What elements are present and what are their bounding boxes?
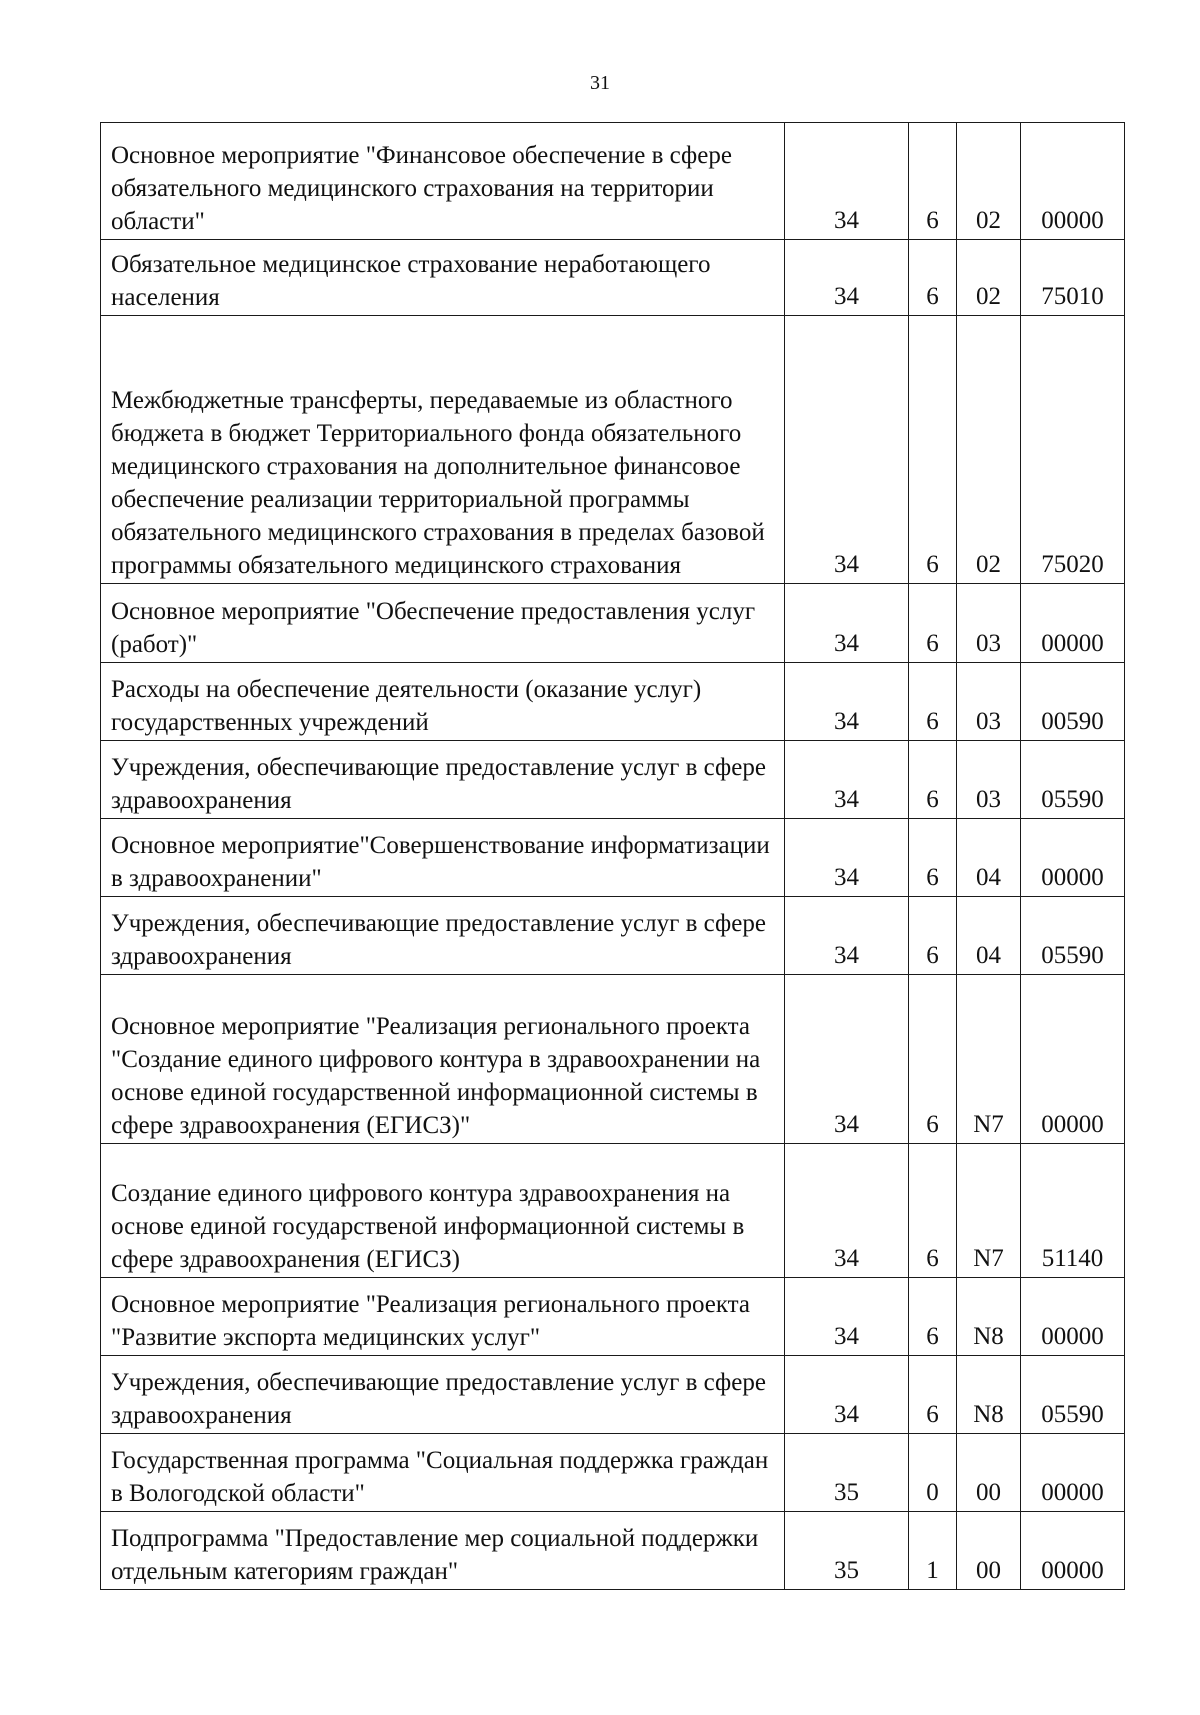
code-direction: 00000 bbox=[1021, 1278, 1125, 1356]
code-program: 34 bbox=[785, 1356, 909, 1434]
code-direction: 00000 bbox=[1021, 123, 1125, 240]
code-subprogram: 6 bbox=[909, 741, 957, 819]
code-event: N8 bbox=[957, 1278, 1021, 1356]
code-event: 00 bbox=[957, 1512, 1021, 1590]
code-subprogram: 6 bbox=[909, 316, 957, 584]
row-description: Учреждения, обеспечивающие предоставление услуг в сфере здравоохранения bbox=[101, 897, 785, 975]
code-program: 34 bbox=[785, 819, 909, 897]
table-row bbox=[101, 240, 1125, 316]
table-row bbox=[101, 1278, 1125, 1356]
row-description: Межбюджетные трансферты, передаваемые из областного бюджета в бюджет Территориального фонда обязательного медицинского страхования на дополнительное финансовое обеспечение реализации территориальной программы обязательного медицинского страхования в пределах базовой программы обязательного медицинского страхования bbox=[101, 316, 785, 584]
table-row bbox=[101, 897, 1125, 975]
code-direction: 75020 bbox=[1021, 316, 1125, 584]
table-row bbox=[101, 819, 1125, 897]
code-program: 35 bbox=[785, 1512, 909, 1590]
row-description: Основное мероприятие "Финансовое обеспечение в сфере обязательного медицинского страхования на территории области" bbox=[101, 123, 785, 240]
code-subprogram: 6 bbox=[909, 819, 957, 897]
code-direction: 51140 bbox=[1021, 1144, 1125, 1278]
row-description: Основное мероприятие "Реализация регионального проекта "Развитие экспорта медицинских услуг" bbox=[101, 1278, 785, 1356]
row-description: Государственная программа "Социальная поддержка граждан в Вологодской области" bbox=[101, 1434, 785, 1512]
code-subprogram: 6 bbox=[909, 123, 957, 240]
row-description: Учреждения, обеспечивающие предоставление услуг в сфере здравоохранения bbox=[101, 741, 785, 819]
code-program: 34 bbox=[785, 240, 909, 316]
code-subprogram: 6 bbox=[909, 1356, 957, 1434]
code-event: 02 bbox=[957, 240, 1021, 316]
row-description: Подпрограмма "Предоставление мер социальной поддержки отдельным категориям граждан" bbox=[101, 1512, 785, 1590]
code-event: 04 bbox=[957, 819, 1021, 897]
code-direction: 05590 bbox=[1021, 1356, 1125, 1434]
row-description: Основное мероприятие "Обеспечение предоставления услуг (работ)" bbox=[101, 584, 785, 663]
code-event: N7 bbox=[957, 1144, 1021, 1278]
table-row bbox=[101, 663, 1125, 741]
row-description: Расходы на обеспечение деятельности (оказание услуг) государственных учреждений bbox=[101, 663, 785, 741]
code-event: 00 bbox=[957, 1434, 1021, 1512]
code-program: 34 bbox=[785, 1144, 909, 1278]
table-row bbox=[101, 1144, 1125, 1278]
code-subprogram: 6 bbox=[909, 584, 957, 663]
code-direction: 00590 bbox=[1021, 663, 1125, 741]
code-program: 34 bbox=[785, 663, 909, 741]
code-event: 04 bbox=[957, 897, 1021, 975]
code-program: 34 bbox=[785, 1278, 909, 1356]
budget-classification-table bbox=[100, 122, 1125, 1590]
table-row bbox=[101, 1434, 1125, 1512]
code-direction: 00000 bbox=[1021, 1434, 1125, 1512]
table-row bbox=[101, 1512, 1125, 1590]
code-program: 34 bbox=[785, 975, 909, 1144]
code-event: 03 bbox=[957, 741, 1021, 819]
code-event: 03 bbox=[957, 663, 1021, 741]
code-event: 02 bbox=[957, 316, 1021, 584]
row-description: Учреждения, обеспечивающие предоставление услуг в сфере здравоохранения bbox=[101, 1356, 785, 1434]
table-row bbox=[101, 123, 1125, 240]
code-event: 03 bbox=[957, 584, 1021, 663]
table-row bbox=[101, 316, 1125, 584]
code-subprogram: 6 bbox=[909, 1278, 957, 1356]
code-event: 02 bbox=[957, 123, 1021, 240]
code-direction: 00000 bbox=[1021, 1512, 1125, 1590]
table-row bbox=[101, 1356, 1125, 1434]
code-direction: 75010 bbox=[1021, 240, 1125, 316]
code-subprogram: 1 bbox=[909, 1512, 957, 1590]
code-subprogram: 6 bbox=[909, 897, 957, 975]
row-description: Основное мероприятие"Совершенствование информатизации в здравоохранении" bbox=[101, 819, 785, 897]
row-description: Основное мероприятие "Реализация регионального проекта "Создание единого цифрового контура в здравоохранении на основе единой государственной информационной системы в сфере здравоохранения (ЕГИСЗ)" bbox=[101, 975, 785, 1144]
code-direction: 05590 bbox=[1021, 741, 1125, 819]
code-direction: 05590 bbox=[1021, 897, 1125, 975]
table-row bbox=[101, 584, 1125, 663]
code-event: N7 bbox=[957, 975, 1021, 1144]
code-direction: 00000 bbox=[1021, 584, 1125, 663]
code-program: 34 bbox=[785, 897, 909, 975]
code-direction: 00000 bbox=[1021, 975, 1125, 1144]
row-description: Обязательное медицинское страхование неработающего населения bbox=[101, 240, 785, 316]
code-program: 34 bbox=[785, 316, 909, 584]
code-program: 34 bbox=[785, 741, 909, 819]
code-program: 34 bbox=[785, 584, 909, 663]
table-row bbox=[101, 975, 1125, 1144]
code-subprogram: 0 bbox=[909, 1434, 957, 1512]
code-direction: 00000 bbox=[1021, 819, 1125, 897]
code-subprogram: 6 bbox=[909, 975, 957, 1144]
code-event: N8 bbox=[957, 1356, 1021, 1434]
code-program: 35 bbox=[785, 1434, 909, 1512]
table-row bbox=[101, 741, 1125, 819]
code-subprogram: 6 bbox=[909, 663, 957, 741]
code-subprogram: 6 bbox=[909, 240, 957, 316]
code-program: 34 bbox=[785, 123, 909, 240]
row-description: Создание единого цифрового контура здравоохранения на основе единой государственой информационной системы в сфере здравоохранения (ЕГИСЗ) bbox=[101, 1144, 785, 1278]
code-subprogram: 6 bbox=[909, 1144, 957, 1278]
page-number: 31 bbox=[590, 72, 610, 94]
